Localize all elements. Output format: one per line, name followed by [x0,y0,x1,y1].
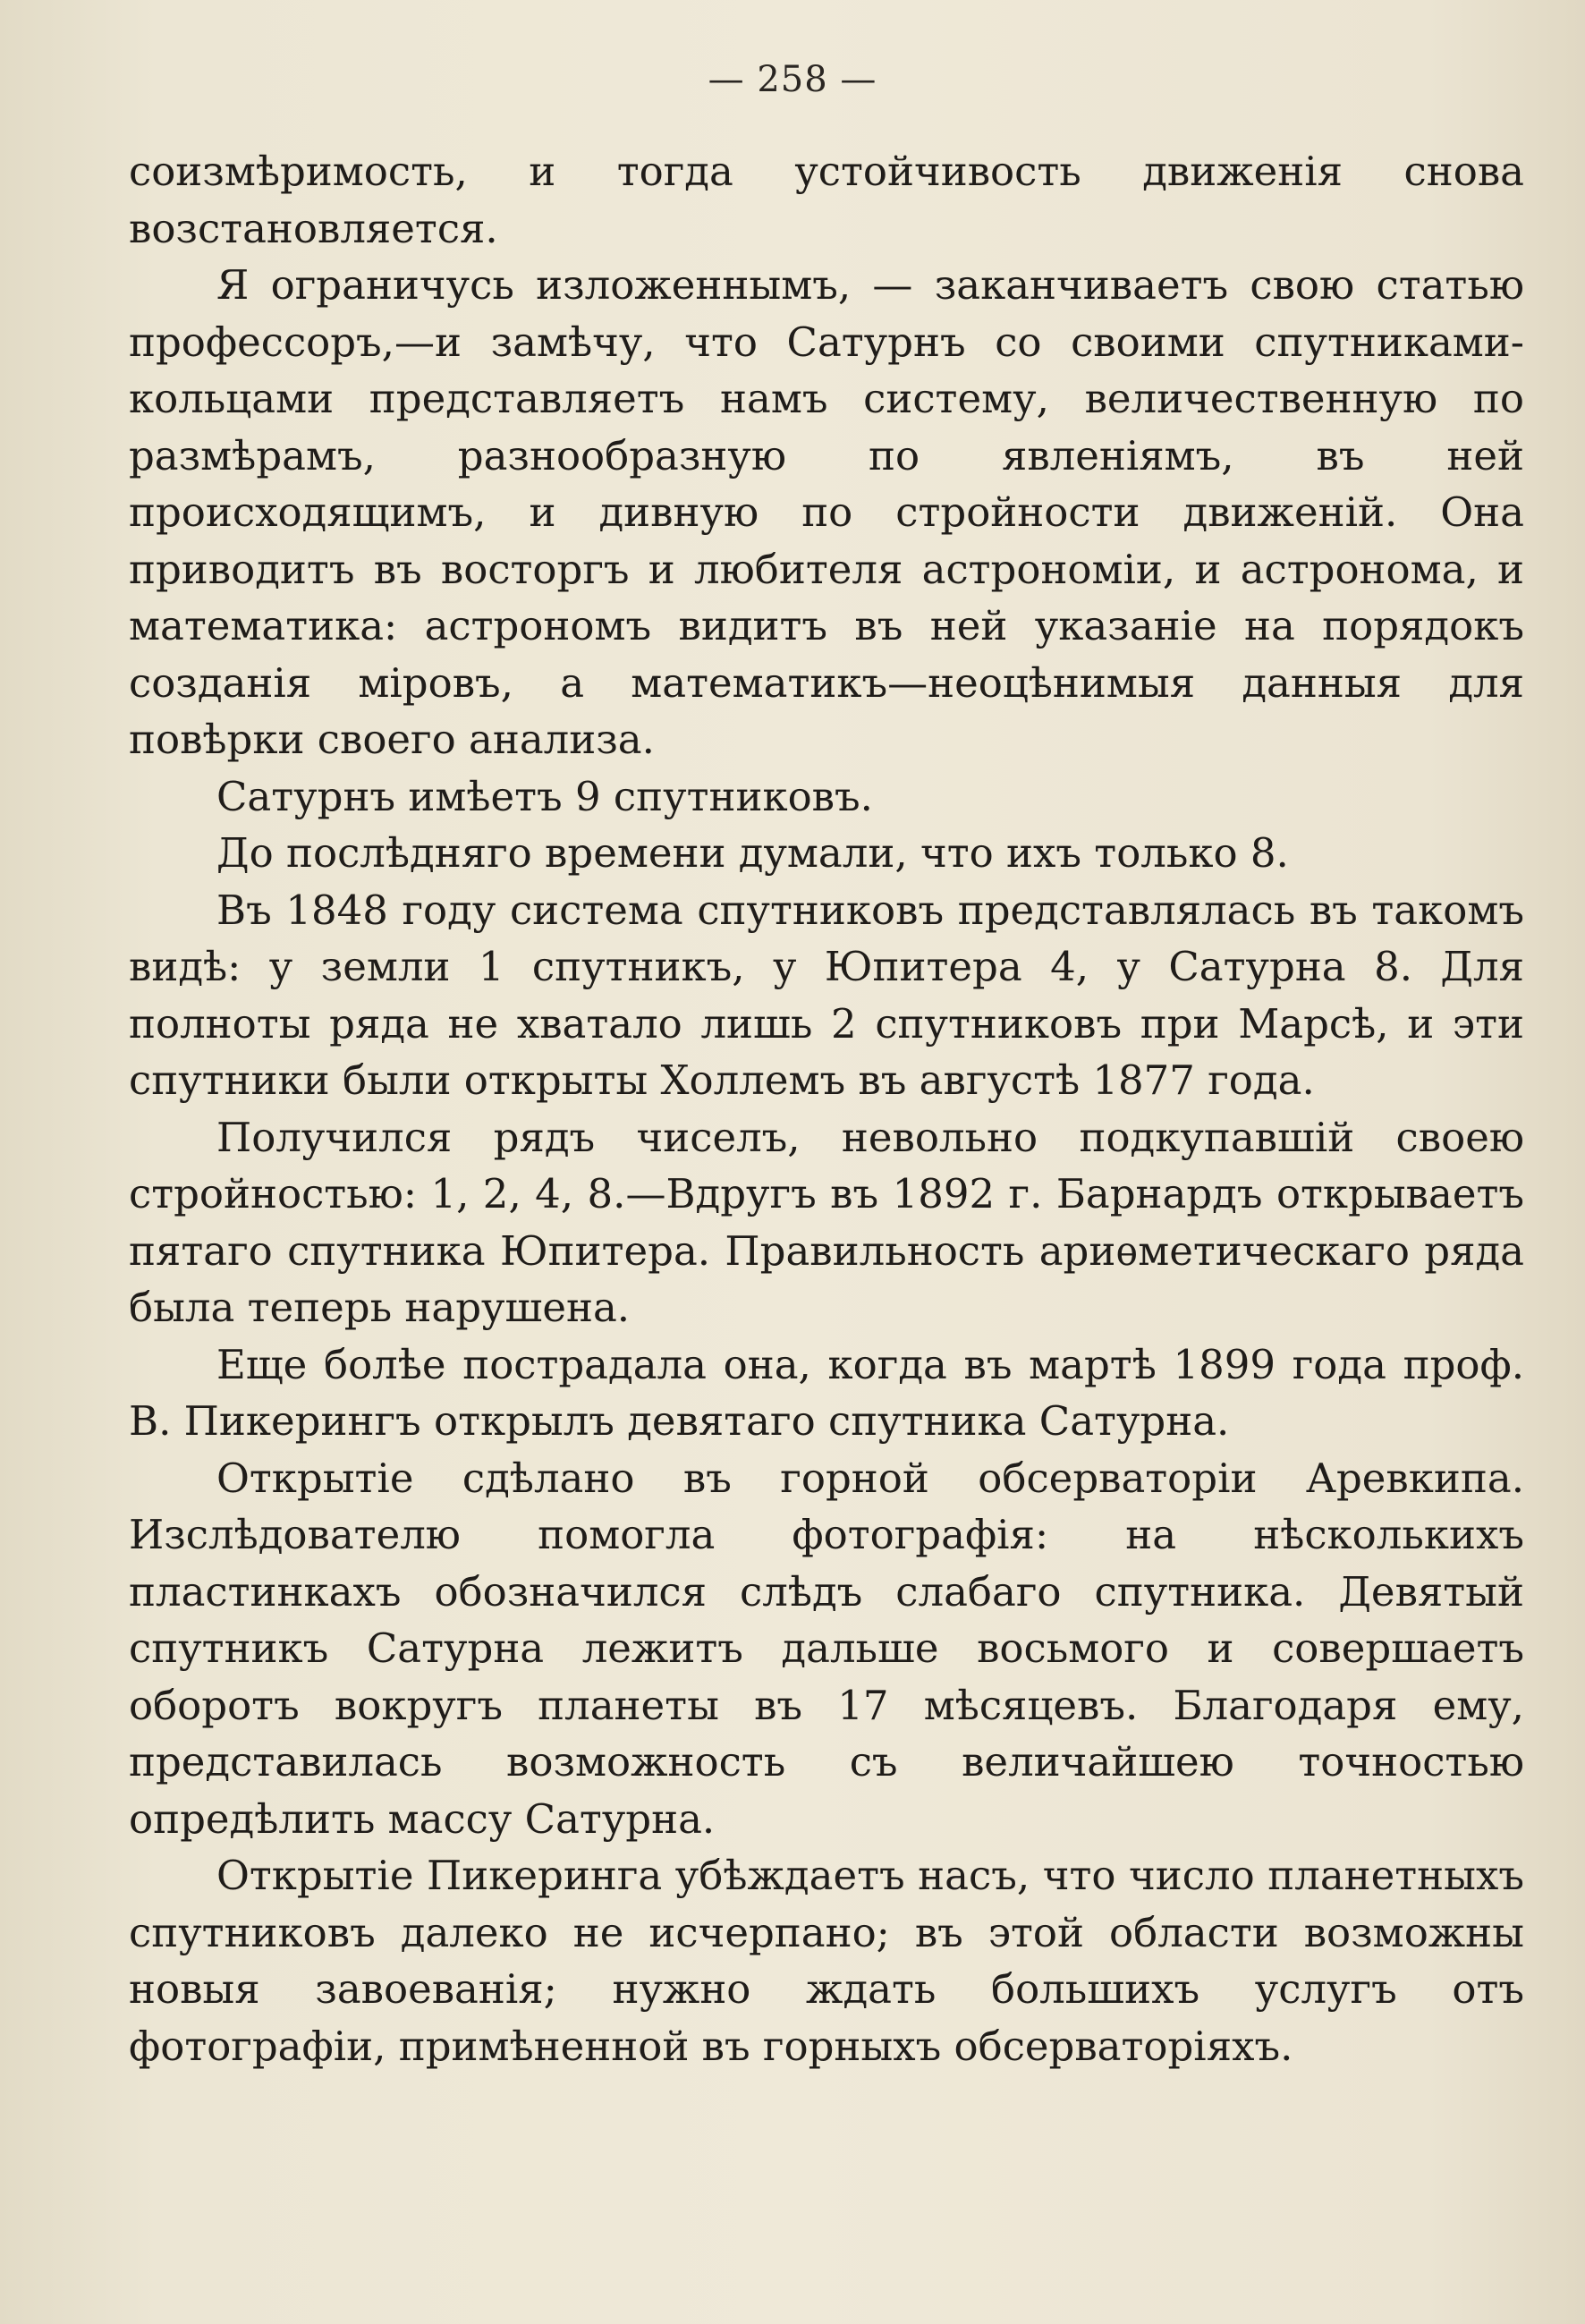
paragraph-photography-conclusion: Открытіе Пикеринга убѣждаетъ насъ, что число планетныхъ спутниковъ далеко не исчерпано; въ этой области возможны новыя завоеванія; нужно ждать большихъ услугъ отъ фотографіи, примѣненной въ горныхъ обсерваторіяхъ. [129,1852,1524,2070]
page-number: — 258 — [708,59,877,100]
body-text [129,143,1524,2074]
paragraph-saturn-satellites-count: Сатурнъ имѣетъ 9 спутниковъ. [216,772,873,820]
paragraph-arequipa-observatory: Открытіе сдѣлано въ горной обсерваторіи Аревкипа. Изслѣдователю помогла фотографія: на нѣсколькихъ пластинкахъ обозначился слѣдъ слабаго спутника. Девятый спутникъ Сатурна лежитъ дальше восьмого и совершаетъ оборотъ вокругъ планеты въ 17 мѣсяцевъ. Благодаря ему, представилась возможность съ величайшею точностью опредѣлить массу Сатурна. [129,1454,1524,1843]
paragraph-continuation: соизмѣримость, и тогда устойчивость движенія снова возстановляется. [129,148,1524,252]
paragraph-1848-system: Въ 1848 году система спутниковъ представлялась въ такомъ видѣ: у земли 1 спутникъ, у Юпитера 4, у Сатурна 8. Для полноты ряда не хватало лишь 2 спутниковъ при Марсѣ, и эти спутники были открыты Холлемъ въ августѣ 1877 года. [129,886,1524,1104]
paragraph-previously-eight: До послѣдняго времени думали, что ихъ только 8. [216,829,1289,877]
paragraph-pickering-discovery: Еще болѣе пострадала она, когда въ мартѣ 1899 года проф. В. Пикерингъ открылъ девятаго спутника Сатурна. [129,1340,1524,1445]
paragraph-number-series: Получился рядъ чиселъ, невольно подкупавшій своею стройностью: 1, 2, 4, 8.—Вдругъ въ 1892 г. Барнардъ открываетъ пятаго спутника Юпитера. Правильность ариѳметическаго ряда была теперь нарушена. [129,1113,1524,1331]
paragraph-professor-conclusion: Я ограничусь изложеннымъ, — заканчиваетъ свою статью профессоръ,—и замѣчу, что Сатурнъ со своими спутниками-кольцами представляетъ намъ систему, величественную по размѣрамъ, разнообразную по явленіямъ, въ ней происходящимъ, и дивную по стройности движеній. Она приводитъ въ восторгъ и любителя астрономіи, и астронома, и математика: астрономъ видитъ въ ней указаніе на порядокъ созданія міровъ, а математикъ—неоцѣнимыя данныя для повѣрки своего анализа. [129,261,1524,763]
